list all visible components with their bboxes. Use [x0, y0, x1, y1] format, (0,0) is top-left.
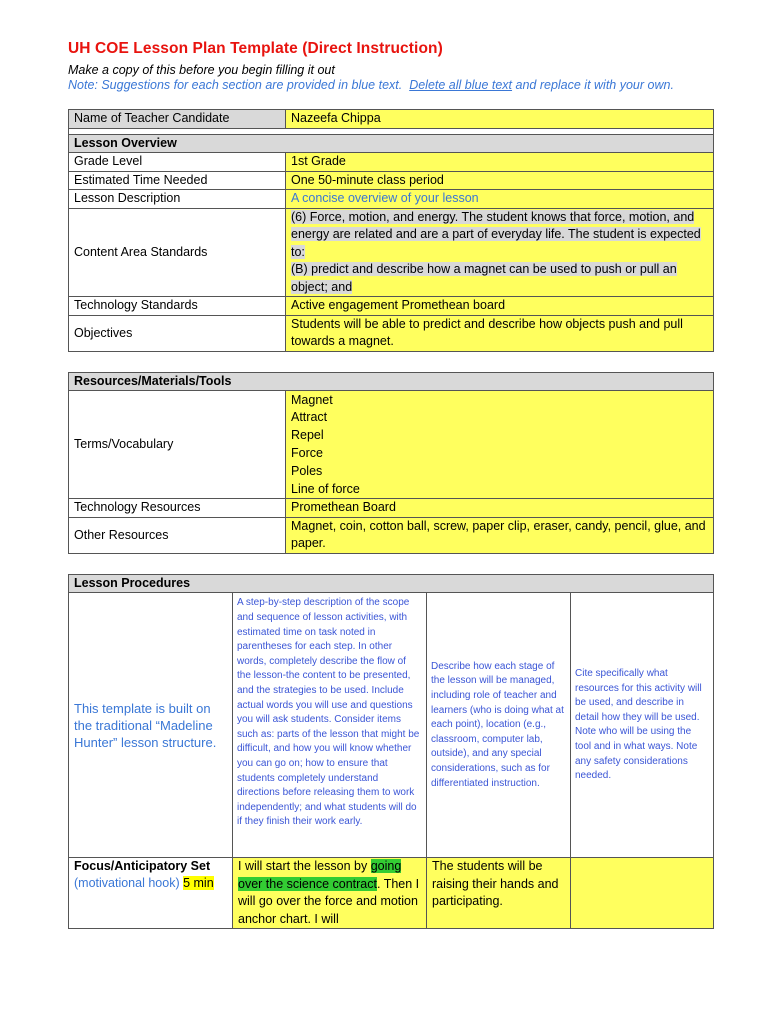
description-value[interactable]: A concise overview of your lesson	[286, 190, 714, 209]
standards-text-1: (6) Force, motion, and energy. The student knows that force, motion, and energy are related and are a part of everyday life. The student is expected to:	[291, 209, 701, 259]
focus-label-cell	[69, 858, 233, 929]
tech-resources-label: Technology Resources	[69, 499, 286, 518]
page-title: UH COE Lesson Plan Template (Direct Instruction)	[68, 40, 443, 57]
tech-resources-value[interactable]: Promethean Board	[286, 499, 714, 518]
term-item: Line of force	[291, 481, 360, 496]
grade-value[interactable]: 1st Grade	[286, 153, 714, 172]
term-item: Poles	[291, 463, 323, 478]
objectives-value[interactable]: Students will be able to predict and describe how objects push and pull towards a magnet.	[286, 315, 714, 351]
grade-label: Grade Level	[69, 153, 286, 172]
resources-heading: Resources/Materials/Tools	[69, 372, 714, 391]
objectives-label: Objectives	[69, 315, 286, 351]
note-suffix: and replace it with your own.	[512, 78, 674, 92]
note-prefix: Note: Suggestions for each section are provided in blue text.	[68, 78, 403, 92]
description-label: Lesson Description	[69, 190, 286, 209]
focus-text-highlight: going over the science contract	[238, 859, 402, 891]
focus-text[interactable]	[233, 858, 427, 929]
terms-label: Terms/Vocabulary	[69, 391, 286, 499]
note-link[interactable]: Delete all blue text	[409, 78, 513, 92]
procedures-resources-note: Cite specifically what resources for this activity will be used, and describe in detail how they will be used. Note who will be using the tool and in what ways. Note any safety considerations needed.	[571, 593, 714, 858]
focus-management[interactable]: The students will be raising their hands and participating.	[427, 858, 571, 929]
candidate-label: Name of Teacher Candidate	[69, 110, 286, 129]
focus-hook: (motivational hook)	[74, 876, 180, 891]
time-label: Estimated Time Needed	[69, 171, 286, 190]
procedures-intro: This template is built on the traditional “Madeline Hunter” lesson structure.	[69, 593, 233, 858]
overview-table	[68, 134, 714, 352]
terms-list[interactable]	[286, 391, 714, 499]
term-item: Magnet	[291, 392, 333, 407]
tech-standards-value[interactable]: Active engagement Promethean board	[286, 297, 714, 316]
standards-value[interactable]	[286, 208, 714, 297]
time-value[interactable]: One 50-minute class period	[286, 171, 714, 190]
tech-standards-label: Technology Standards	[69, 297, 286, 316]
candidate-table	[68, 109, 714, 134]
term-item: Attract	[291, 410, 328, 425]
procedures-sequence-note: A step-by-step description of the scope and sequence of lesson activities, with estimated time on task noted in parentheses for each step. In other words, completely describe the flow of the lesson-the content to be presented, and the strategies to be used. Include actual words you will use and questions you will ask students. Consider items such as: parts of the lesson that might be difficult, and how you will know whether you can go on; how to ensure that students completely understand directions before releasing them to work independently; and what students will do if they finish their work early.	[233, 593, 427, 858]
focus-text-b: . Then I will go over the force and motion anchor chart. I will	[238, 876, 420, 926]
lesson-plan-page	[68, 40, 714, 929]
term-item: Force	[291, 445, 323, 460]
term-item: Repel	[291, 428, 324, 443]
focus-resources[interactable]	[571, 858, 714, 929]
focus-label: Focus/Anticipatory Set	[74, 859, 211, 874]
procedures-management-note: Describe how each stage of the lesson will be managed, including role of teacher and learners (who is doing what at each point), location (e.g., classroom, computer lab, outside), and any special considerations, such as for differentiated instruction.	[427, 593, 571, 858]
blue-note	[68, 78, 714, 92]
other-resources-value[interactable]: Magnet, coin, cotton ball, screw, paper clip, eraser, candy, pencil, glue, and paper.	[286, 517, 714, 553]
focus-text-a: I will start the lesson by	[238, 859, 371, 874]
standards-text-2: (B) predict and describe how a magnet can be used to push or pull an object; and	[291, 262, 677, 294]
standards-label: Content Area Standards	[69, 208, 286, 297]
candidate-value[interactable]: Nazeefa Chippa	[286, 110, 714, 129]
resources-table	[68, 372, 714, 554]
procedures-table	[68, 574, 714, 930]
copy-instruction: Make a copy of this before you begin filling it out	[68, 63, 335, 77]
other-resources-label: Other Resources	[69, 517, 286, 553]
procedures-heading: Lesson Procedures	[69, 574, 714, 593]
focus-time: 5 min	[183, 876, 214, 891]
overview-heading: Lesson Overview	[69, 134, 714, 153]
